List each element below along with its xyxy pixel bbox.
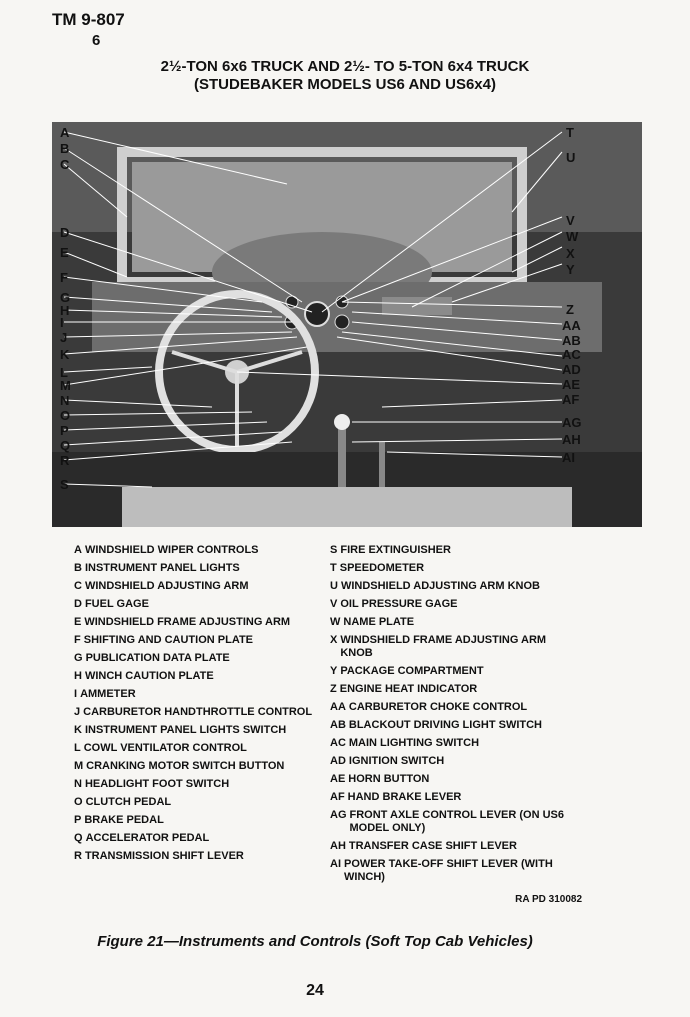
legend-item: S FIRE EXTINGUISHER bbox=[330, 544, 451, 556]
photo-label: R bbox=[60, 453, 70, 468]
legend-item: AF HAND BRAKE LEVER bbox=[330, 791, 462, 803]
legend-right bbox=[330, 544, 580, 889]
legend-item: M CRANKING MOTOR SWITCH BUTTON bbox=[74, 760, 285, 772]
figure-caption: Figure 21—Instruments and Controls (Soft Top Cab Vehicles) bbox=[97, 933, 533, 950]
photo-label: K bbox=[60, 347, 70, 362]
legend-item: I AMMETER bbox=[74, 688, 136, 700]
legend-item: P BRAKE PEDAL bbox=[74, 814, 164, 826]
page-number: 24 bbox=[306, 982, 324, 999]
photo-label: AC bbox=[562, 347, 581, 362]
legend-item: T SPEEDOMETER bbox=[330, 562, 425, 574]
photo-label: A bbox=[60, 125, 70, 140]
photo-label: B bbox=[60, 141, 70, 156]
photo-label: G bbox=[60, 290, 71, 305]
legend-item: U WINDSHIELD ADJUSTING ARM KNOB bbox=[330, 580, 540, 592]
legend-item: Q ACCELERATOR PEDAL bbox=[74, 832, 210, 844]
legend-item: J CARBURETOR HANDTHROTTLE CONTROL bbox=[74, 706, 313, 718]
legend-item: X WINDSHIELD FRAME ADJUSTING ARM KNOB bbox=[330, 634, 547, 659]
legend-item: O CLUTCH PEDAL bbox=[74, 796, 172, 808]
photo-label: AG bbox=[562, 415, 582, 430]
tm-number: TM 9-807 bbox=[52, 10, 125, 29]
page-subtitle: (STUDEBAKER MODELS US6 AND US6x4) bbox=[194, 76, 496, 93]
photo-label: V bbox=[566, 213, 575, 228]
photo-label: AE bbox=[562, 377, 581, 392]
legend-item: AA CARBURETOR CHOKE CONTROL bbox=[330, 701, 528, 713]
legend-item: AI POWER TAKE-OFF SHIFT LEVER (WITH WINCH) bbox=[330, 858, 553, 883]
legend-item: C WINDSHIELD ADJUSTING ARM bbox=[74, 580, 249, 592]
photo-label: L bbox=[60, 365, 68, 380]
photo-label: AD bbox=[562, 362, 581, 377]
photo-label: AB bbox=[562, 333, 581, 348]
legend-item: E WINDSHIELD FRAME ADJUSTING ARM bbox=[74, 616, 291, 628]
photo-label: O bbox=[60, 408, 71, 423]
photo-label: C bbox=[60, 157, 70, 172]
photo-label: M bbox=[60, 378, 71, 393]
page-title: 2½-TON 6x6 TRUCK AND 2½- TO 5-TON 6x4 TRUCK bbox=[160, 58, 530, 75]
section-number: 6 bbox=[92, 32, 101, 49]
ra-code: RA PD 310082 bbox=[515, 894, 582, 905]
photo-label: AF bbox=[562, 392, 580, 407]
legend-item: AG FRONT AXLE CONTROL LEVER (ON US6 MODEL ONLY) bbox=[330, 809, 565, 834]
legend-item: N HEADLIGHT FOOT SWITCH bbox=[74, 778, 230, 790]
legend-item: R TRANSMISSION SHIFT LEVER bbox=[74, 850, 244, 862]
legend-item: D FUEL GAGE bbox=[74, 598, 149, 610]
photo-label: S bbox=[60, 477, 69, 492]
legend-item: L COWL VENTILATOR CONTROL bbox=[74, 742, 247, 754]
photo-label: F bbox=[60, 270, 68, 285]
legend-item: F SHIFTING AND CAUTION PLATE bbox=[74, 634, 254, 646]
photo-label: Q bbox=[60, 438, 71, 453]
legend-left bbox=[74, 544, 314, 868]
legend-item: V OIL PRESSURE GAGE bbox=[330, 598, 458, 610]
photo-label: U bbox=[566, 150, 576, 165]
photo-label: Z bbox=[566, 302, 574, 317]
photo-label: Y bbox=[566, 262, 575, 277]
cab-interior-illustration bbox=[52, 122, 642, 527]
legend-item: Y PACKAGE COMPARTMENT bbox=[330, 665, 484, 677]
legend-item: AD IGNITION SWITCH bbox=[330, 755, 445, 767]
legend-item: Z ENGINE HEAT INDICATOR bbox=[330, 683, 478, 695]
photo-label: W bbox=[566, 229, 579, 244]
legend-item: AC MAIN LIGHTING SWITCH bbox=[330, 737, 480, 749]
photo-label: AI bbox=[562, 450, 575, 465]
legend-item: K INSTRUMENT PANEL LIGHTS SWITCH bbox=[74, 724, 287, 736]
photo-label: I bbox=[60, 315, 64, 330]
legend-item: A WINDSHIELD WIPER CONTROLS bbox=[74, 544, 259, 556]
photo-label: AA bbox=[562, 318, 581, 333]
photo-label: D bbox=[60, 225, 70, 240]
photo-label: E bbox=[60, 245, 69, 260]
photo-label: T bbox=[566, 125, 574, 140]
legend-item: W NAME PLATE bbox=[330, 616, 415, 628]
photo-label: N bbox=[60, 393, 70, 408]
legend-item: H WINCH CAUTION PLATE bbox=[74, 670, 214, 682]
photo-label: P bbox=[60, 423, 69, 438]
legend-item: G PUBLICATION DATA PLATE bbox=[74, 652, 230, 664]
legend-item: AH TRANSFER CASE SHIFT LEVER bbox=[330, 840, 517, 852]
cab-interior-photo bbox=[52, 122, 642, 527]
legend-item: AE HORN BUTTON bbox=[330, 773, 430, 785]
photo-label: AH bbox=[562, 432, 581, 447]
photo-label: X bbox=[566, 246, 575, 261]
legend-item: AB BLACKOUT DRIVING LIGHT SWITCH bbox=[330, 719, 542, 731]
legend-item: B INSTRUMENT PANEL LIGHTS bbox=[74, 562, 240, 574]
photo-label: H bbox=[60, 303, 70, 318]
photo-label: J bbox=[60, 330, 68, 345]
